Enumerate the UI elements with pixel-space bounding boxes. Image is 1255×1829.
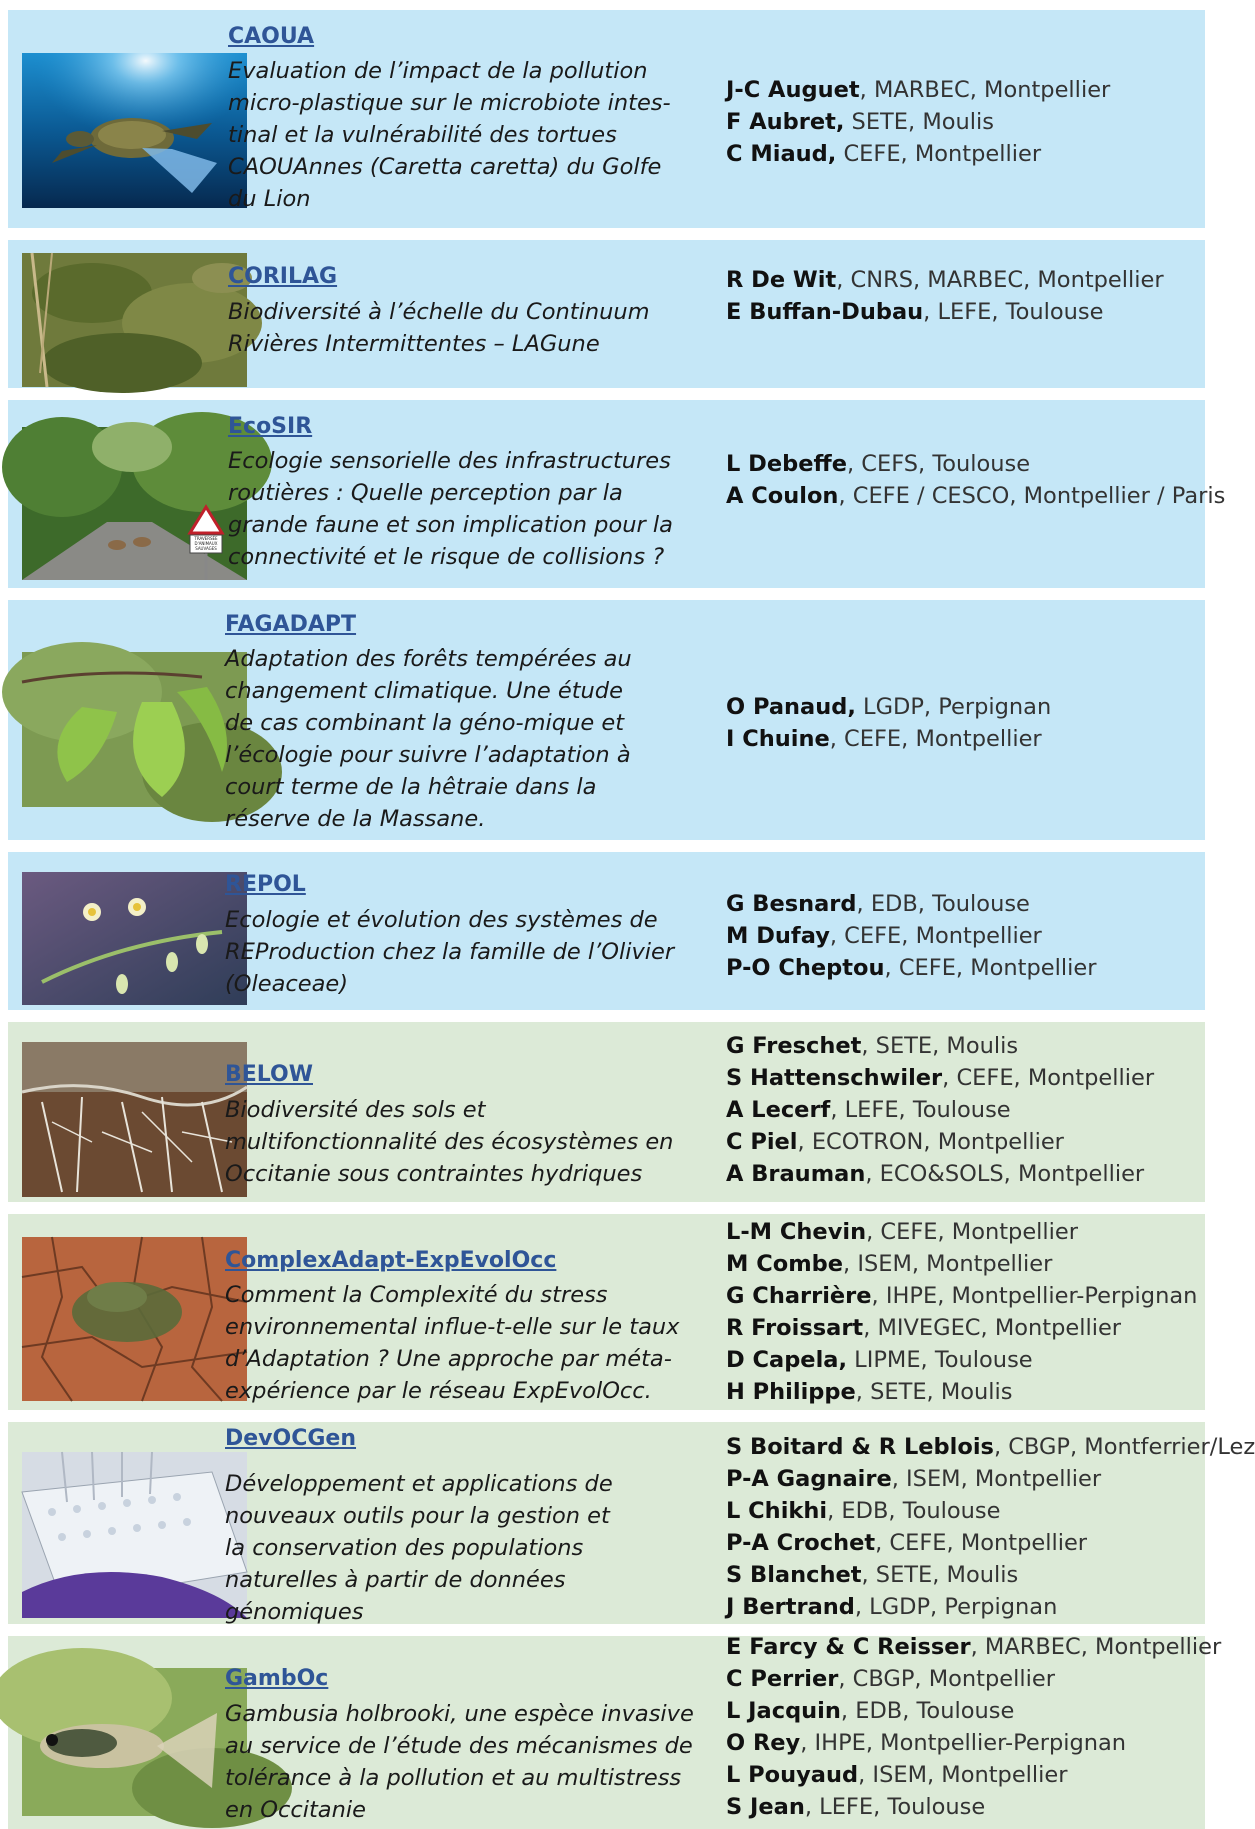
people-list <box>726 448 1226 512</box>
people-list <box>726 1216 1205 1408</box>
people-list <box>726 691 1205 755</box>
project-title[interactable]: FAGADAPT <box>225 612 357 637</box>
person: J Bertrand, LGDP, Perpignan <box>726 1594 1058 1620</box>
project-description: Gambusia holbrooki, une espèce invasive au service de l’étude des mécanismes de tolérance à la pollution et au multistress en Occitanie <box>225 1701 694 1823</box>
gambusia-fish-photo <box>22 1668 247 1816</box>
project-title[interactable]: DevOCGen <box>225 1426 357 1451</box>
person: S Jean, LEFE, Toulouse <box>726 1794 986 1820</box>
person: C Perrier, CBGP, Montpellier <box>726 1666 1055 1692</box>
project-row-gamboc <box>8 1634 1222 1829</box>
people-list <box>726 888 1205 984</box>
project-title[interactable]: EcoSIR <box>228 414 313 439</box>
person: P-A Gagnaire, ISEM, Montpellier <box>726 1466 1102 1492</box>
person: C Miaud, CEFE, Montpellier <box>726 141 1042 167</box>
person: J-C Auguet, MARBEC, Montpellier <box>726 77 1111 103</box>
person: P-A Crochet, CEFE, Montpellier <box>726 1530 1088 1556</box>
project-description: Développement et applications de nouveaux outils pour la gestion et la conservation des populations naturelles à partir de données génomiques <box>225 1471 613 1625</box>
project-title[interactable]: CORILAG <box>228 264 338 289</box>
people-list <box>726 74 1205 170</box>
people-list <box>726 1631 1222 1823</box>
person: M Combe, ISEM, Montpellier <box>726 1251 1053 1277</box>
person: I Chuine, CEFE, Montpellier <box>726 726 1042 752</box>
project-title[interactable]: ComplexAdapt-ExpEvolOcc <box>225 1248 557 1273</box>
person: L Debeffe, CEFS, Toulouse <box>726 451 1031 477</box>
project-row-caoua <box>8 10 1205 228</box>
project-description: Ecologie sensorielle des infrastructures routières : Quelle perception par la grande faune et son implication pour la connectivité et le risque de collisions ? <box>228 448 673 570</box>
person: L Chikhi, EDB, Toulouse <box>726 1498 1001 1524</box>
person: A Lecerf, LEFE, Toulouse <box>726 1097 1011 1123</box>
person: A Brauman, ECO&SOLS, Montpellier <box>726 1161 1145 1187</box>
project-description: Comment la Complexité du stress environnemental influe-t-elle sur le taux d’Adaptation ? Une approche par méta- expérience par le réseau ExpEvolOcc. <box>225 1282 680 1404</box>
svg-text:TRAVERSÉE: TRAVERSÉE <box>194 536 218 541</box>
svg-text:SAUVAGES: SAUVAGES <box>195 546 217 551</box>
person: P-O Cheptou, CEFE, Montpellier <box>726 955 1097 981</box>
road-deer-crossing-photo <box>22 427 247 580</box>
cracked-dry-soil-photo <box>22 1237 247 1401</box>
project-row-below <box>8 1022 1205 1202</box>
project-description: Adaptation des forêts tempérées au changement climatique. Une étude de cas combinant la géno-mique et l’écologie pour suivre l’adaptation à court terme de la hêtraie dans la réserve de la Massane. <box>225 646 632 832</box>
soil-roots-photo <box>22 1042 247 1197</box>
pcr-plate-gloved-hand-photo <box>22 1452 247 1618</box>
project-row-ecosir <box>8 400 1226 588</box>
person: S Hattenschwiler, CEFE, Montpellier <box>726 1065 1155 1091</box>
person: G Freschet, SETE, Moulis <box>726 1033 1019 1059</box>
lagoon-vegetation-photo <box>22 253 247 387</box>
project-title[interactable]: REPOL <box>225 872 306 897</box>
people-list <box>726 1431 1255 1623</box>
person: A Coulon, CEFE / CESCO, Montpellier / Paris <box>726 483 1226 509</box>
project-description: Biodiversité à l’échelle du Continuum Rivières Intermittentes – LAGune <box>228 299 650 357</box>
project-description: Evaluation de l’impact de la pollution micro-plastique sur le microbiote intes- tinal et la vulnérabilité des tortues CAOUAnnes (Caretta caretta) du Golfe du Lion <box>228 58 671 212</box>
person: G Charrière, IHPE, Montpellier-Perpignan <box>726 1283 1198 1309</box>
project-row-fagadapt <box>8 600 1205 840</box>
project-row-repol <box>8 852 1205 1010</box>
olive-family-flowers-photo <box>22 872 247 1005</box>
sea-turtle-photo <box>22 53 247 208</box>
person: O Rey, IHPE, Montpellier-Perpignan <box>726 1730 1127 1756</box>
person: L Pouyaud, ISEM, Montpellier <box>726 1762 1068 1788</box>
person: R Froissart, MIVEGEC, Montpellier <box>726 1315 1122 1341</box>
person: D Capela, LIPME, Toulouse <box>726 1347 1033 1373</box>
person: C Piel, ECOTRON, Montpellier <box>726 1129 1064 1155</box>
project-title[interactable]: CAOUA <box>228 24 315 49</box>
svg-text:D'ANIMAUX: D'ANIMAUX <box>194 541 218 546</box>
person: F Aubret, SETE, Moulis <box>726 109 994 135</box>
beech-leaves-photo <box>22 652 247 807</box>
people-list <box>726 1030 1205 1190</box>
person: E Farcy & C Reisser, MARBEC, Montpellier <box>726 1634 1222 1660</box>
project-description: Biodiversité des sols et multifonctionnalité des écosystèmes en Occitanie sous contraintes hydriques <box>225 1097 674 1187</box>
project-title[interactable]: GambOc <box>225 1666 329 1691</box>
people-list <box>726 264 1205 328</box>
person: G Besnard, EDB, Toulouse <box>726 891 1030 917</box>
person: L Jacquin, EDB, Toulouse <box>726 1698 1015 1724</box>
project-title[interactable]: BELOW <box>225 1062 313 1087</box>
person: R De Wit, CNRS, MARBEC, Montpellier <box>726 267 1164 293</box>
person: M Dufay, CEFE, Montpellier <box>726 923 1042 949</box>
person: S Boitard & R Leblois, CBGP, Montferrier/Lez <box>726 1434 1255 1460</box>
project-row-devocgen <box>8 1422 1255 1625</box>
person: H Philippe, SETE, Moulis <box>726 1379 1013 1405</box>
project-row-complexadapt <box>8 1214 1205 1410</box>
person: O Panaud, LGDP, Perpignan <box>726 694 1052 720</box>
project-row-corilag <box>8 240 1205 388</box>
person: E Buffan-Dubau, LEFE, Toulouse <box>726 299 1104 325</box>
person: S Blanchet, SETE, Moulis <box>726 1562 1019 1588</box>
project-description: Ecologie et évolution des systèmes de REProduction chez la famille de l’Olivier (Oleaceae) <box>225 907 675 997</box>
person: L-M Chevin, CEFE, Montpellier <box>726 1219 1079 1245</box>
